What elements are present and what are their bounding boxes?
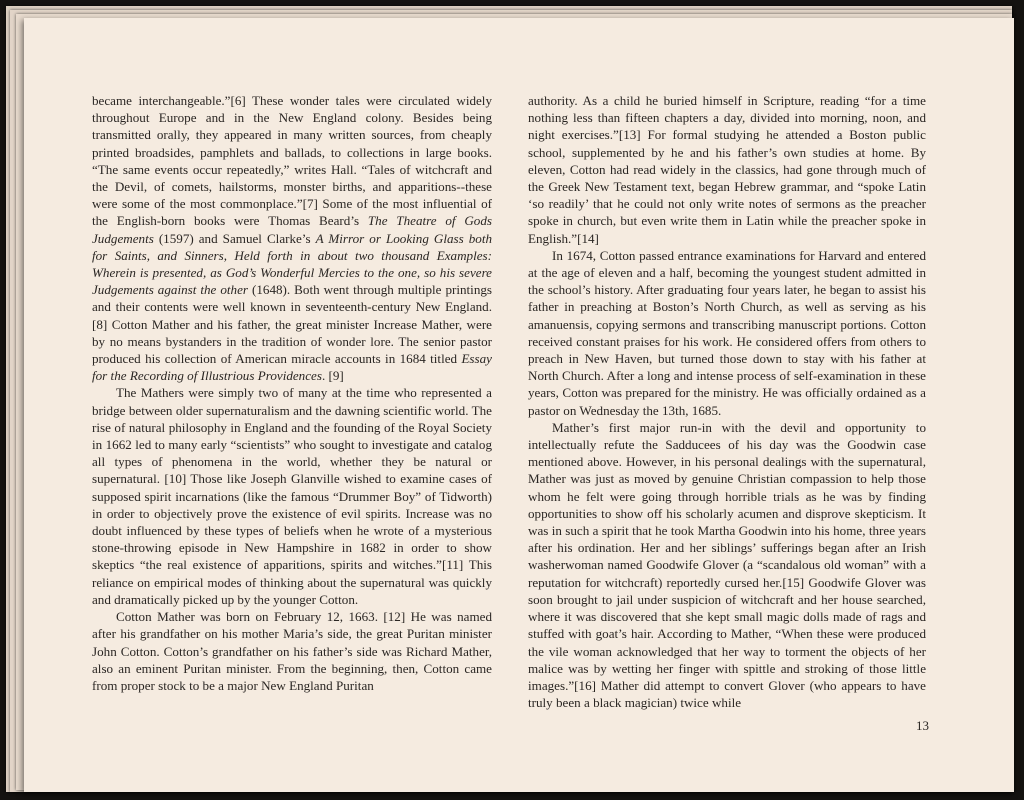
left-column (92, 92, 492, 694)
book-title: A Mirror or Looking Glass both for Saints, and Sinners, Held forth in about two thousand Examples: Wherein is presented, as God’s Wonderful Mercies to the one, so his severe Judgements against the other (92, 230, 492, 298)
right-column (528, 92, 926, 711)
book-title: The Theatre of Gods Judgements (92, 213, 492, 246)
right-paragraph-3: Mather’s first major run-in with the devil and opportunity to intellectually refute the Sadducees of his day was the Goodwin case mentioned above. However, in his personal dealings with the supernatural, Mather was just as moved by genuine Christian compassion to help those whom he felt were going through horrible trials as he was by finding opportunities to show off his scholarly acumen and disprove skepticism. It was in such a spirit that he took Martha Goodwin into his home, three years after his ordination. Her and her siblings’ sufferings began after an Irish washerwoman named Goodwife Glover (a “scandalous old woman” with a reputation for witchcraft) reportedly cursed her.[15] Goodwife Glover was soon brought to jail under suspicion of witchcraft and her house searched, where it was discovered that she kept small magic dolls made of rags and stuffed with goat’s hair. According to Mather, “When these were produced the vile woman acknowledged that her way to torment the objects of her malice was by wetting her finger with spittle and stroking of those little images.”[16] Mather did attempt to convert Glover (who appears to have truly been a black magician) twice while (528, 419, 926, 711)
right-paragraph-2: In 1674, Cotton passed entrance examinations for Harvard and entered at the age of eleven and a half, becoming the youngest student admitted in the school’s history. After graduating four years later, he began to assist his father in preaching at Boston’s North Church, as well as serving as his amanuensis, copying sermons and transcribing manuscript portions. Cotton received constant praises for his work. He considered offers from others to preach in New Haven, but turned those down to stay with his father at North Church. After a long and intense process of self-examination in these years, Cotton was prepared for the ministry. He was officially ordained as a pastor on Wednesday the 13th, 1685. (528, 247, 926, 418)
text-span: . [9] (321, 368, 344, 384)
text-span: became interchangeable.”[6] These wonder tales were circulated widely throughout Europe and in the New England colony. Besides being transmitted orally, they appeared in many written sources, from cheaply printed broadsides, pamphlets and ballads, to collections in large books. “The same events occur repeatedly,” writes Hall. “Tales of witchcraft and the Devil, of comets, hailstorms, monster births, and apparitions--these were some of the most commonplace.”[7] Some of the most influential of the English-born books were Thomas Beard’s (92, 93, 492, 229)
page-number: 13 (916, 718, 929, 733)
book-title: Essay for the Recording of Illustrious Providences (92, 351, 492, 384)
text-span: (1648). Both went through multiple printings and their contents were well known in seventeenth-century New England. [8] Cotton Mather and his father, the great minister Increase Mather, were by no means bystanders in the tradition of wonder lore. The senior pastor produced his collection of American miracle accounts in 1684 titled (92, 282, 493, 367)
text-span: (1597) and Samuel Clarke’s (153, 230, 316, 246)
book-page (24, 18, 1014, 792)
left-paragraph-3: Cotton Mather was born on February 12, 1663. [12] He was named after his grandfather on his mother Maria’s side, the great Puritan minister John Cotton. Cotton’s grandfather on his father’s side was Richard Mather, also an eminent Puritan minister. From the beginning, then, Cotton came from proper stock to be a major New England Puritan (92, 609, 492, 693)
left-paragraph-1 (92, 92, 492, 384)
left-paragraph-2: The Mathers were simply two of many at the time who represented a bridge between older supernaturalism and the dawning scientific world. The rise of natural philosophy in England and the founding of the Royal Society in 1662 led to many early “scientists” who sought to investigate and catalog all types of phenomena in the world, whether they be natural or supernatural. [10] Those like Joseph Glanville wished to examine cases of supposed spirit incarnations (like the famous “Drummer Boy” of Tidworth) in order to objectively prove the existence of evil spirits. Increase was no doubt influenced by these types of beliefs when he wrote of a mysterious stone-throwing episode in New Hampshire in 1682 in order to show skeptics “the real existence of apparitions, spirits and witches.”[11] This reliance on empirical modes of thinking about the supernatural was quickly and dramatically picked up by the younger Cotton. (92, 385, 492, 607)
right-paragraph-1: authority. As a child he buried himself in Scripture, reading “for a time nothing less than fifteen chapters a day, divided into morning, noon, and night exercises.”[13] For formal studying he attended a Boston public school, supplemented by he and his father’s own studies at home. By eleven, Cotton had read widely in the classics, had gone through much of the Greek New Testament text, began Hebrew grammar, and “spoke Latin ‘so readily’ that he could not only write notes of sermons as the preacher spoke in church, but even write them in Latin while the preacher spoke in English.”[14] (528, 93, 926, 246)
